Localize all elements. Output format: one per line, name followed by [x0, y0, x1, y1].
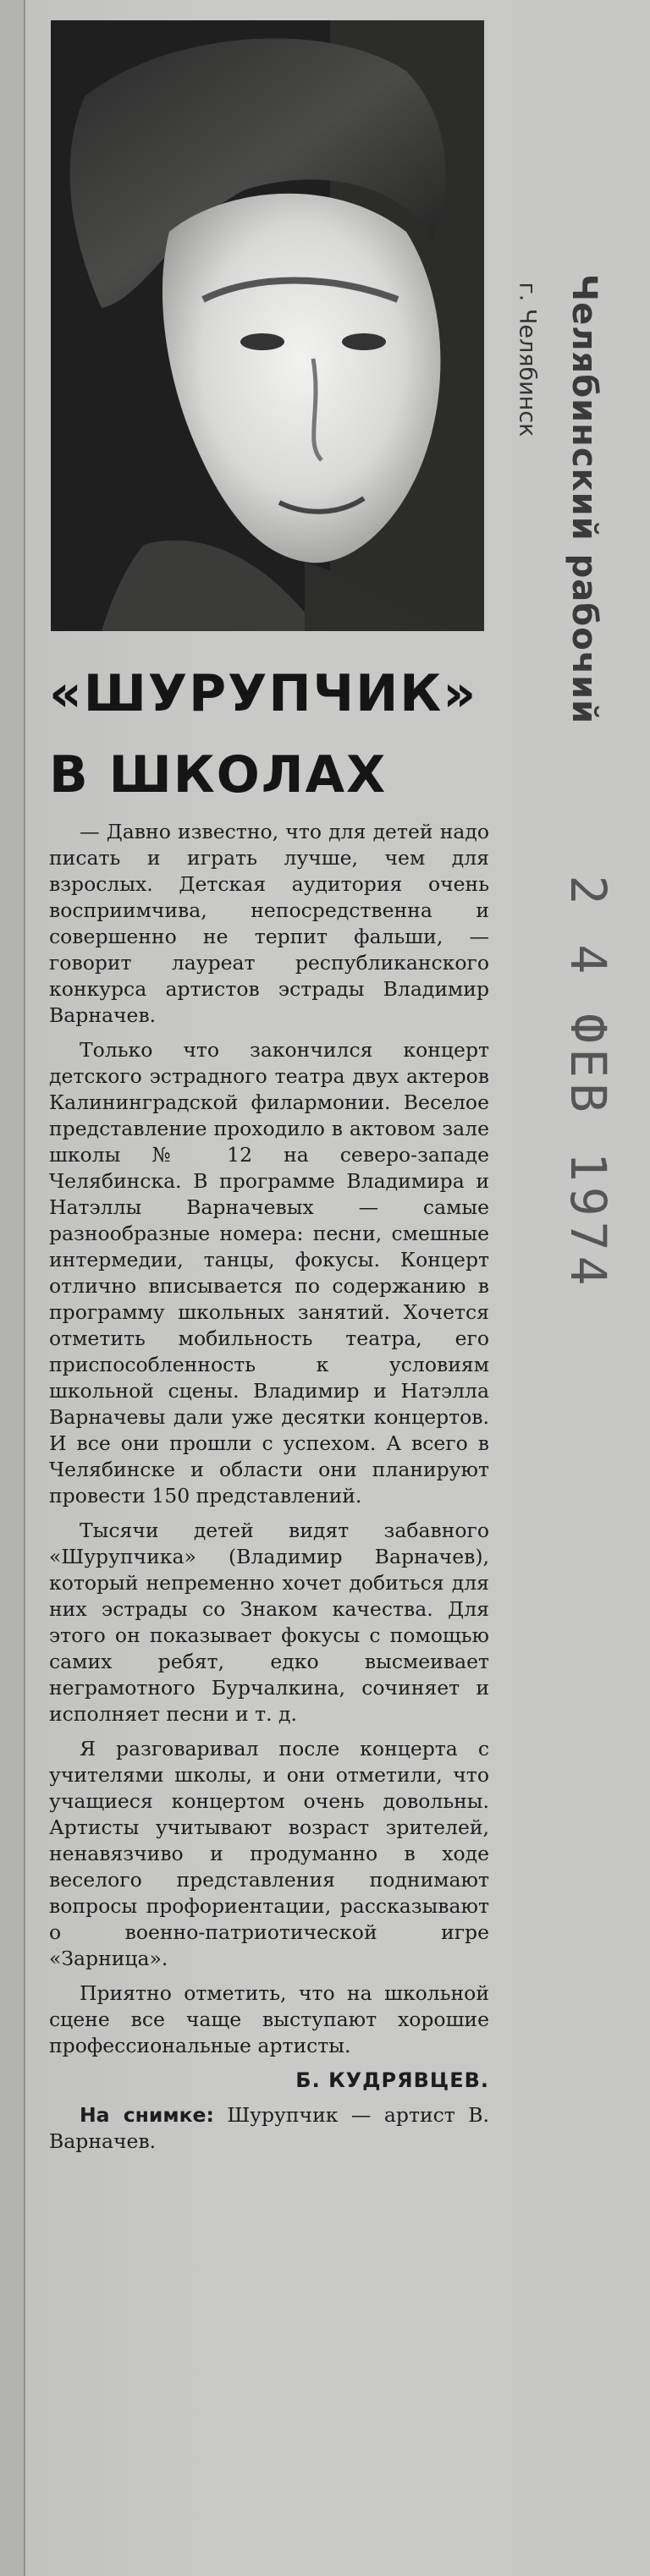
- clipping-edge: [24, 0, 25, 2576]
- paragraph-3: Тысячи детей видят забавного «Шурупчика» (Владимир Варначев), который непременно хочет добиться для них эстрады со Знаком качества. Для этого он показывает фокусы с помощью самих ребят, едко высмеивает неграмотного Бурчалкина, сочиняет и исполняет песни и т. д.: [49, 1519, 489, 1726]
- date-stamp: [550, 875, 626, 1291]
- paragraph-4: Я разговаривал после концерта с учителями школы, и они отметили, что учащиеся концертом очень довольны. Артисты учитывают возраст зрителей, ненавязчиво и продуманно в ходе веселого представления поднимают вопросы профориентации, рассказывают о военно-патриотической игре «Зарница».: [49, 1737, 489, 1970]
- paragraph-2: Только что закончился концерт детского эстрадного театра двух актеров Калининградской филармонии. Веселое представление проходило в актовом зале школы № 12 на северо-западе Челябинска. В программе Владимира и Натэллы Варначевых — самые разнообразные номера: песни, смешные интермедии, танцы, фокусы. Концерт отлично вписывается по содержанию в программу школьных занятий. Хочется отметить мобильность театра, его приспособленность к условиям школьной сцены. Владимир и Натэлла Варначевы дали уже десятки концертов. И все они прошли с успехом. А всего в Челябинске и области они планируют провести 150 представлений.: [49, 1038, 489, 1508]
- headline-line-1: «ШУРУПЧИК»: [49, 664, 478, 723]
- portrait-photo: [51, 20, 484, 631]
- credit-text: г. Челябинск: [514, 282, 541, 437]
- paragraph-5: Приятно отметить, что на школьной сцене все чаще выступают хорошие профессиональные артисты.: [49, 1981, 489, 2057]
- newspaper-name: Челябинский рабочий: [565, 273, 603, 725]
- headline-line-2: В ШКОЛАХ: [49, 745, 388, 805]
- photo-credit: [506, 85, 548, 634]
- paragraph-1: — Давно известно, что для детей надо писать и играть лучше, чем для взрослых. Детская аудитория очень восприимчива, непосредственна и совершенно не терпит фальши, — говорит лауреат республиканского конкурса артистов эстрады Владимир Варначев.: [49, 820, 489, 1027]
- author-byline: Б. КУДРЯВЦЕВ.: [295, 2068, 489, 2092]
- date-stamp-text: 2 4 ФЕВ 1974: [559, 875, 617, 1291]
- article-headline: [49, 653, 523, 816]
- article-body: [49, 819, 489, 2163]
- photo-caption: [49, 2102, 489, 2155]
- newspaper-name-stamp: [550, 203, 618, 795]
- caption-label: На снимке:: [80, 2103, 214, 2127]
- caption-text: Шурупчик — артист В. Варначев.: [49, 2103, 489, 2153]
